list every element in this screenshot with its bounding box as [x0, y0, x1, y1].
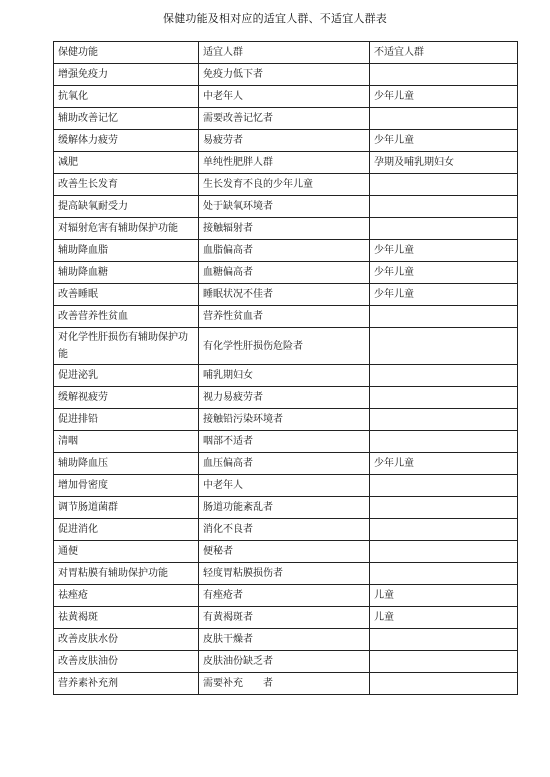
table-row [54, 453, 518, 475]
table-row [54, 218, 518, 240]
cell-suitable-population: 中老年人 [199, 86, 370, 108]
cell-unsuitable-population: 少年儿童 [370, 262, 518, 284]
cell-unsuitable-population [370, 629, 518, 651]
table-row [54, 174, 518, 196]
health-function-table [53, 41, 518, 695]
cell-function: 营养素补充剂 [54, 673, 199, 695]
cell-unsuitable-population [370, 563, 518, 585]
cell-unsuitable-population: 儿童 [370, 585, 518, 607]
cell-unsuitable-population [370, 475, 518, 497]
cell-suitable-population: 单纯性肥胖人群 [199, 152, 370, 174]
table-row [54, 563, 518, 585]
cell-function: 祛黄褐斑 [54, 607, 199, 629]
cell-unsuitable-population [370, 497, 518, 519]
cell-unsuitable-population [370, 306, 518, 328]
cell-unsuitable-population [370, 519, 518, 541]
table-row [54, 306, 518, 328]
cell-function: 改善生长发育 [54, 174, 199, 196]
cell-unsuitable-population: 少年儿童 [370, 86, 518, 108]
cell-suitable-population: 血压偏高者 [199, 453, 370, 475]
cell-suitable-population: 有痤疮者 [199, 585, 370, 607]
cell-unsuitable-population [370, 328, 518, 365]
cell-unsuitable-population [370, 174, 518, 196]
cell-suitable-population: 中老年人 [199, 475, 370, 497]
cell-suitable-population: 有化学性肝损伤危险者 [199, 328, 370, 365]
cell-suitable-population: 血脂偏高者 [199, 240, 370, 262]
cell-suitable-population: 哺乳期妇女 [199, 365, 370, 387]
cell-function: 改善皮肤油份 [54, 651, 199, 673]
table-row [54, 607, 518, 629]
table-header-row [54, 42, 518, 64]
table-row [54, 365, 518, 387]
cell-function: 促进泌乳 [54, 365, 199, 387]
table-row [54, 541, 518, 563]
cell-function: 抗氧化 [54, 86, 199, 108]
cell-function: 调节肠道菌群 [54, 497, 199, 519]
cell-unsuitable-population [370, 387, 518, 409]
cell-function: 对辐射危害有辅助保护功能 [54, 218, 199, 240]
table-row [54, 64, 518, 86]
table-row [54, 629, 518, 651]
cell-function: 辅助改善记忆 [54, 108, 199, 130]
cell-function: 改善皮肤水份 [54, 629, 199, 651]
cell-unsuitable-population [370, 64, 518, 86]
cell-function: 通便 [54, 541, 199, 563]
cell-suitable-population: 接触辐射者 [199, 218, 370, 240]
cell-function: 祛痤疮 [54, 585, 199, 607]
table-row [54, 497, 518, 519]
cell-suitable-population: 皮肤干燥者 [199, 629, 370, 651]
cell-suitable-population: 消化不良者 [199, 519, 370, 541]
table-row [54, 328, 518, 365]
cell-suitable-population: 肠道功能紊乱者 [199, 497, 370, 519]
table-row [54, 431, 518, 453]
cell-function: 对化学性肝损伤有辅助保护功能 [54, 328, 199, 365]
cell-suitable-population: 易疲劳者 [199, 130, 370, 152]
cell-function: 缓解视疲劳 [54, 387, 199, 409]
cell-function: 减肥 [54, 152, 199, 174]
cell-suitable-population: 接触铅污染环境者 [199, 409, 370, 431]
table-body [54, 42, 518, 695]
table-row [54, 673, 518, 695]
table-row [54, 409, 518, 431]
cell-suitable-population: 皮肤油份缺乏者 [199, 651, 370, 673]
cell-unsuitable-population [370, 365, 518, 387]
cell-function: 清咽 [54, 431, 199, 453]
cell-unsuitable-population [370, 409, 518, 431]
cell-unsuitable-population: 孕期及哺乳期妇女 [370, 152, 518, 174]
cell-unsuitable-population [370, 673, 518, 695]
cell-unsuitable-population: 少年儿童 [370, 240, 518, 262]
cell-suitable-population: 需要补充 者 [199, 673, 370, 695]
cell-function: 促进排铅 [54, 409, 199, 431]
cell-unsuitable-population [370, 431, 518, 453]
cell-suitable-population: 睡眠状况不佳者 [199, 284, 370, 306]
table-row [54, 585, 518, 607]
cell-unsuitable-population [370, 651, 518, 673]
table-row [54, 519, 518, 541]
cell-suitable-population: 轻度胃粘膜损伤者 [199, 563, 370, 585]
cell-suitable-population: 生长发育不良的少年儿童 [199, 174, 370, 196]
cell-function: 改善营养性贫血 [54, 306, 199, 328]
cell-function: 缓解体力疲劳 [54, 130, 199, 152]
table-row [54, 108, 518, 130]
cell-function: 对胃粘膜有辅助保护功能 [54, 563, 199, 585]
cell-unsuitable-population [370, 541, 518, 563]
cell-function: 辅助降血糖 [54, 262, 199, 284]
cell-unsuitable-population: 少年儿童 [370, 453, 518, 475]
cell-suitable-population: 免疫力低下者 [199, 64, 370, 86]
cell-function: 增加骨密度 [54, 475, 199, 497]
cell-suitable-population: 处于缺氧环境者 [199, 196, 370, 218]
header-unsuitable-population: 不适宜人群 [370, 42, 518, 64]
cell-function: 辅助降血压 [54, 453, 199, 475]
cell-unsuitable-population [370, 108, 518, 130]
cell-function: 增强免疫力 [54, 64, 199, 86]
cell-unsuitable-population [370, 196, 518, 218]
table-row [54, 130, 518, 152]
table-row [54, 475, 518, 497]
table-row [54, 284, 518, 306]
table-row [54, 240, 518, 262]
header-suitable-population: 适宜人群 [199, 42, 370, 64]
table-row [54, 152, 518, 174]
cell-suitable-population: 血糖偏高者 [199, 262, 370, 284]
cell-function: 辅助降血脂 [54, 240, 199, 262]
cell-function: 改善睡眠 [54, 284, 199, 306]
cell-suitable-population: 有黄褐斑者 [199, 607, 370, 629]
cell-unsuitable-population [370, 218, 518, 240]
document-title: 保健功能及相对应的适宜人群、不适宜人群表 [163, 12, 387, 25]
cell-suitable-population: 需要改善记忆者 [199, 108, 370, 130]
cell-suitable-population: 营养性贫血者 [199, 306, 370, 328]
cell-suitable-population: 视力易疲劳者 [199, 387, 370, 409]
table-row [54, 86, 518, 108]
cell-suitable-population: 便秘者 [199, 541, 370, 563]
table-row [54, 387, 518, 409]
cell-unsuitable-population: 儿童 [370, 607, 518, 629]
cell-unsuitable-population: 少年儿童 [370, 284, 518, 306]
table-row [54, 196, 518, 218]
cell-suitable-population: 咽部不适者 [199, 431, 370, 453]
table-row [54, 651, 518, 673]
cell-function: 促进消化 [54, 519, 199, 541]
cell-unsuitable-population: 少年儿童 [370, 130, 518, 152]
header-function: 保健功能 [54, 42, 199, 64]
table-row [54, 262, 518, 284]
cell-function: 提高缺氧耐受力 [54, 196, 199, 218]
